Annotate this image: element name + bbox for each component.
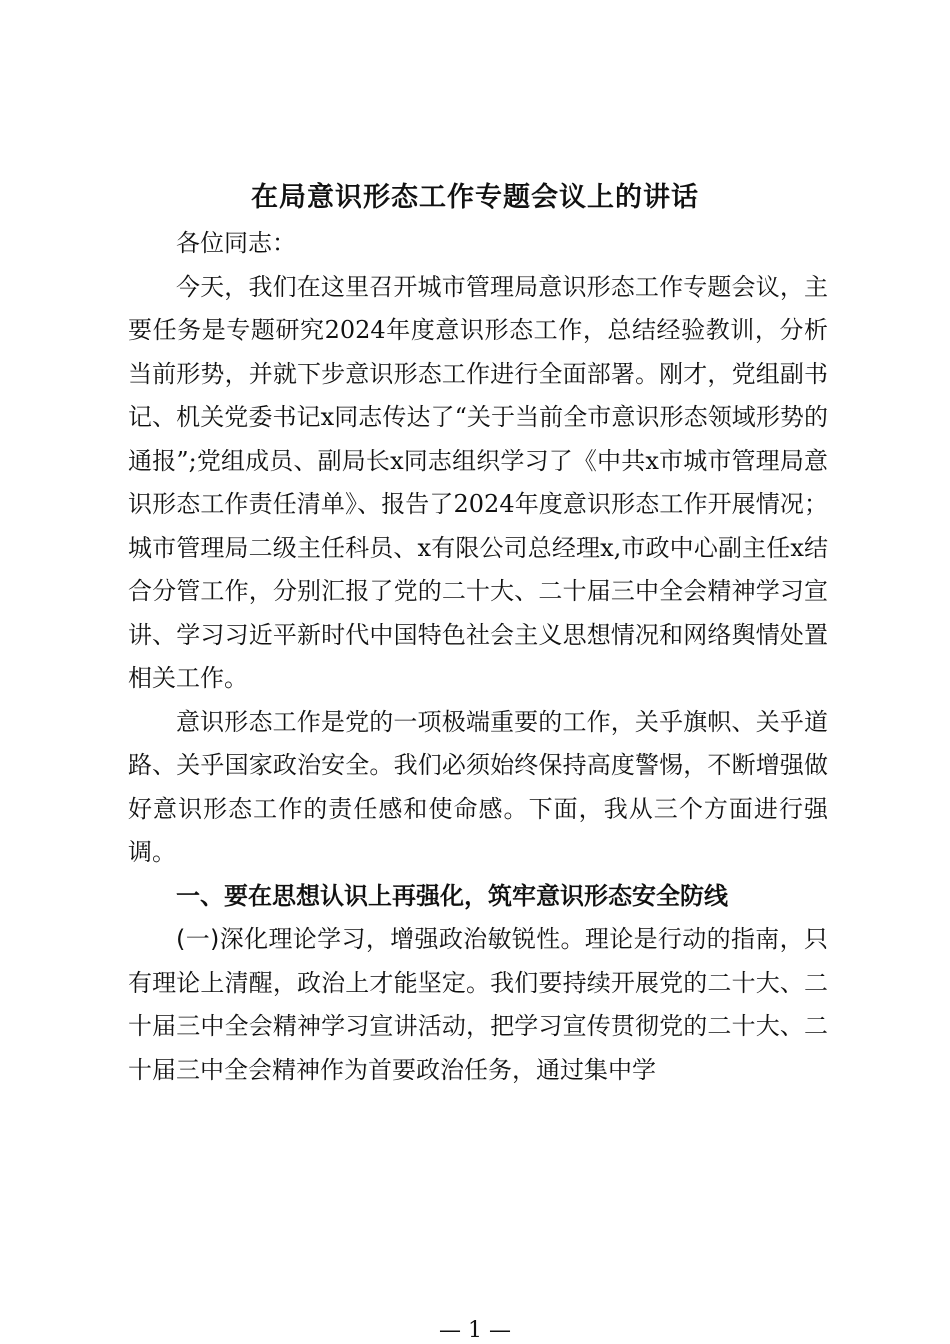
page-number: — 1 — [439, 1318, 511, 1343]
document-body [128, 222, 828, 1092]
greeting: 各位同志： [176, 229, 296, 257]
document-title: 在局意识形态工作专题会议上的讲话 [251, 182, 699, 213]
paragraph-importance: 意识形态工作是党的一项极端重要的工作，关乎旗帜、关乎道路、关乎国家政治安全。我们必须始终保持高度警惕，不断增强做好意识形态工作的责任感和使命感。下面，我从三个方面进行强调。 [128, 707, 828, 866]
subsection-lead: (一)深化理论学习，增强政治敏锐性。 [176, 925, 585, 953]
subsection-text: 理论是行动的指南，只有理论上清醒，政治上才能坚定。我们要持续开展党的二十大、二十届三中全会精神学习宣讲活动，把学习宣传贯彻党的二十大、二十届三中全会精神作为首要政治任务，通过集中学 [128, 925, 828, 1084]
paragraph-section1-sub1 [128, 918, 828, 1092]
paragraph-opening: 今天，我们在这里召开城市管理局意识形态工作专题会议，主要任务是专题研究2024年度意识形态工作，总结经验教训，分析当前形势，并就下步意识形态工作进行全面部署。刚才，党组副书记、机关党委书记x同志传达了“关于当前全市意识形态领域形势的通报”;党组成员、副局长x同志组织学习了《中共x市城市管理局意识形态工作责任清单》、报告了2024年度意识形态工作开展情况；城市管理局二级主任科员、x有限公司总经理x,市政中心副主任x结合分管工作，分别汇报了党的二十大、二十届三中全会精神学习宣讲、学习习近平新时代中国特色社会主义思想情况和网络舆情处置相关工作。 [128, 272, 828, 692]
section-heading-1: 一、要在思想认识上再强化，筑牢意识形态安全防线 [176, 881, 728, 910]
